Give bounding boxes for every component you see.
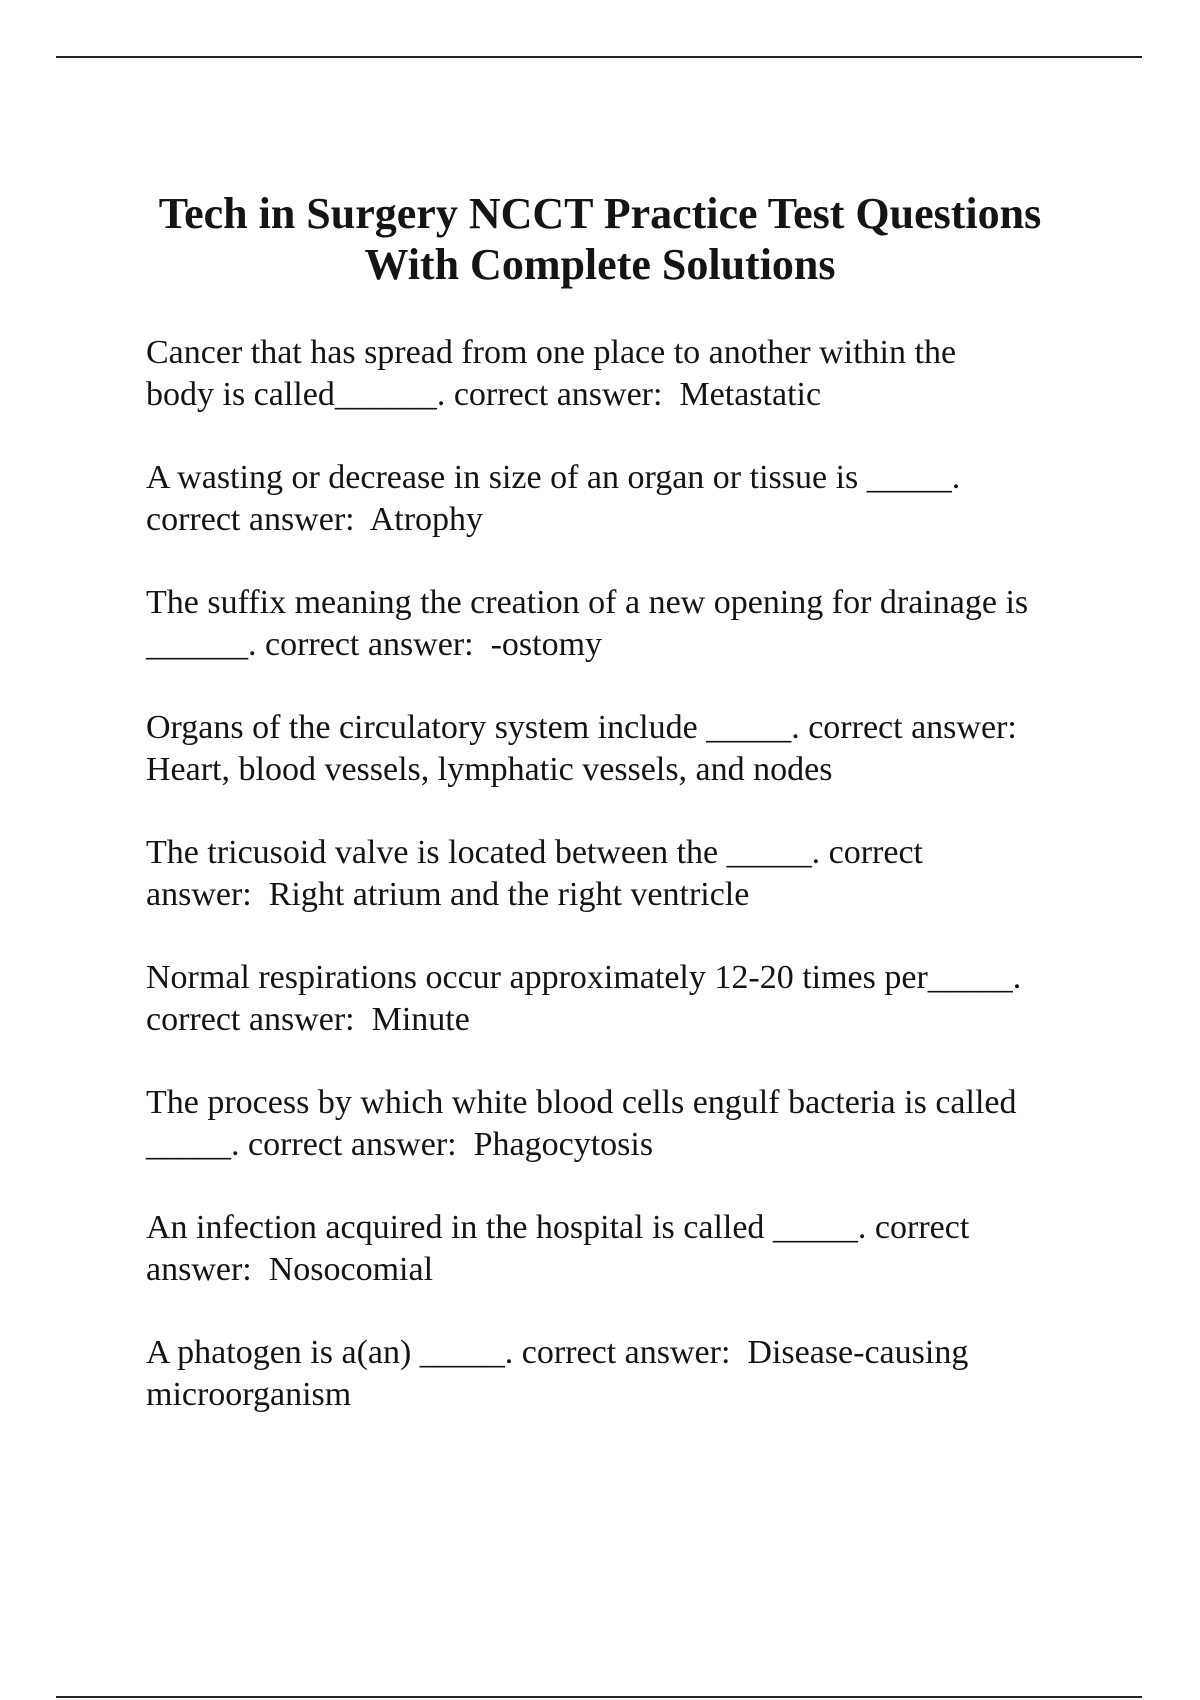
qa-line: answer: Nosocomial — [146, 1250, 434, 1288]
qa-line: The process by which white blood cells engulf bacteria is called — [146, 1084, 1017, 1121]
bottom-divider — [56, 1696, 1142, 1698]
qa-line: A wasting or decrease in size of an organ or tissue is _____. — [146, 459, 961, 496]
qa-item — [146, 332, 1106, 457]
top-divider — [56, 56, 1142, 58]
qa-line: Cancer that has spread from one place to another within the — [146, 334, 957, 371]
qa-line: body is called______. correct answer: Metastatic — [146, 375, 822, 413]
title-line-2: With Complete Solutions — [364, 240, 836, 289]
qa-line: ______. correct answer: -ostomy — [146, 625, 603, 663]
qa-item — [146, 582, 1106, 707]
qa-item — [146, 957, 1106, 1082]
document-title — [100, 188, 1100, 290]
qa-line: correct answer: Atrophy — [146, 500, 484, 538]
qa-line: An infection acquired in the hospital is called _____. correct — [146, 1209, 970, 1246]
qa-item — [146, 457, 1106, 582]
question-list — [146, 332, 1106, 1457]
qa-line: Normal respirations occur approximately 12-20 times per_____. — [146, 959, 1022, 996]
qa-line: The suffix meaning the creation of a new opening for drainage is — [146, 584, 1029, 621]
qa-line: answer: Right atrium and the right ventricle — [146, 875, 750, 913]
qa-line: Heart, blood vessels, lymphatic vessels, and nodes — [146, 750, 833, 788]
qa-line: microorganism — [146, 1375, 352, 1413]
qa-item — [146, 707, 1106, 832]
qa-item — [146, 832, 1106, 957]
qa-line: correct answer: Minute — [146, 1000, 470, 1038]
qa-item — [146, 1082, 1106, 1207]
qa-line: The tricusoid valve is located between the _____. correct — [146, 834, 923, 871]
title-line-1: Tech in Surgery NCCT Practice Test Questions — [158, 189, 1042, 238]
qa-line: _____. correct answer: Phagocytosis — [146, 1125, 654, 1163]
qa-item — [146, 1207, 1106, 1332]
qa-line: A phatogen is a(an) _____. correct answer: Disease-causing — [146, 1334, 969, 1371]
qa-item — [146, 1332, 1106, 1457]
qa-line: Organs of the circulatory system include _____. correct answer: — [146, 709, 1017, 746]
